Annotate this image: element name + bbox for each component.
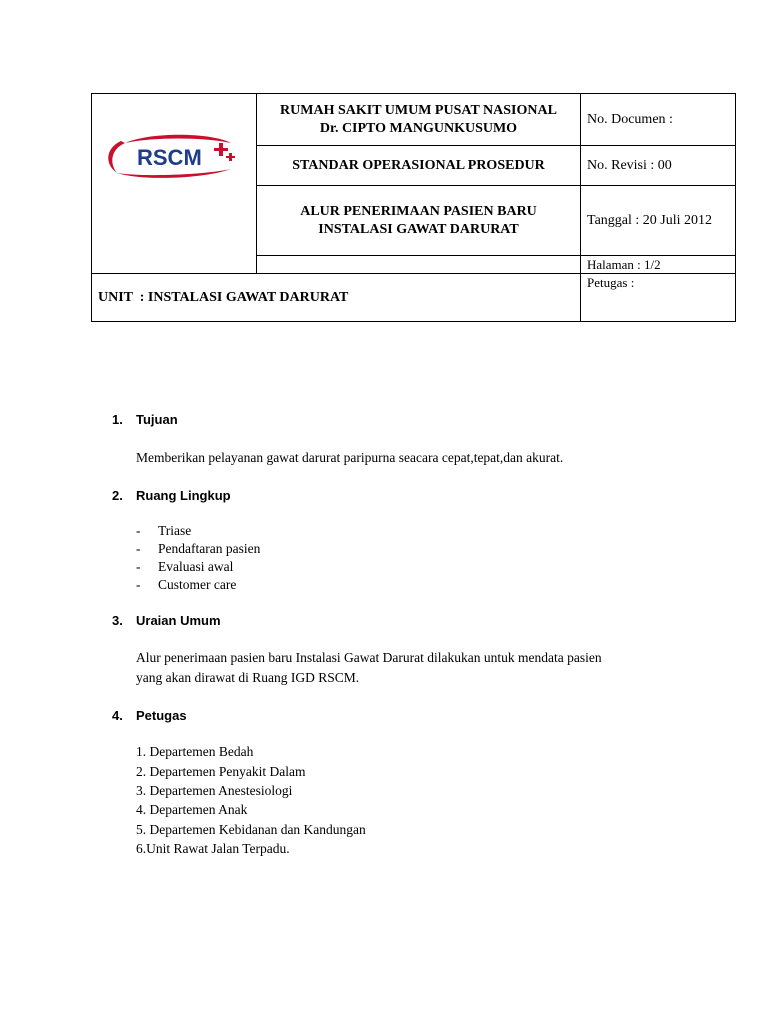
section-heading-petugas [112, 708, 187, 723]
section-number: 1. [112, 412, 123, 427]
svg-text:RSCM: RSCM [137, 145, 202, 170]
section-heading-tujuan [112, 412, 178, 427]
institution-name-line2: Dr. CIPTO MANGUNKUSUMO [319, 120, 518, 136]
rscm-logo [103, 133, 243, 179]
list-item: - Triase [136, 523, 192, 538]
list-item: - Customer care [136, 577, 237, 592]
table-border [91, 93, 92, 322]
section-number: 2. [112, 488, 123, 503]
list-item: 3. Departemen Anestesiologi [136, 783, 293, 798]
unit-cell [98, 274, 578, 321]
uraian-umum-text-line1: Alur penerimaan pasien baru Instalasi Gawat Darurat dilakukan untuk mendata pasien [136, 650, 602, 665]
table-border [91, 321, 736, 322]
list-item: 5. Departemen Kebidanan dan Kandungan [136, 822, 366, 837]
document-title-cell [257, 186, 580, 255]
institution-name-line1: RUMAH SAKIT UMUM PUSAT NASIONAL [280, 102, 557, 118]
section-heading-ruang-lingkup [112, 488, 231, 503]
list-item: 2. Departemen Penyakit Dalam [136, 764, 306, 779]
halaman-cell [587, 256, 733, 273]
section-heading-uraian-umum [112, 613, 221, 628]
petugas-cell [587, 275, 733, 291]
no-revisi-cell [587, 146, 733, 185]
list-item: - Pendaftaran pasien [136, 541, 261, 556]
section-number: 4. [112, 708, 123, 723]
doc-type-cell [257, 146, 580, 185]
tanggal-label: Tanggal : 20 Juli 2012 [587, 212, 713, 228]
no-documen-cell [587, 94, 733, 145]
list-item: 4. Departemen Anak [136, 802, 248, 817]
doc-type: STANDAR OPERASIONAL PROSEDUR [292, 157, 545, 173]
table-border [580, 93, 581, 322]
list-item: 1. Departemen Bedah [136, 744, 254, 759]
petugas-label: Petugas : [587, 275, 635, 290]
unit-label: UNIT : INSTALASI GAWAT DARURAT [98, 289, 349, 305]
header-table [91, 93, 736, 322]
document-title-line1: ALUR PENERIMAAN PASIEN BARU [300, 203, 537, 219]
tanggal-cell [587, 186, 733, 255]
section-number: 3. [112, 613, 123, 628]
no-revisi-label: No. Revisi : 00 [587, 157, 672, 173]
section-title: Tujuan [136, 412, 178, 427]
no-documen-label: No. Documen : [587, 111, 673, 127]
institution-name-cell [257, 94, 580, 145]
document-title-line2: INSTALASI GAWAT DARURAT [318, 221, 519, 237]
halaman-label: Halaman : 1/2 [587, 256, 661, 272]
list-item: 6.Unit Rawat Jalan Terpadu. [136, 841, 290, 856]
tujuan-text: Memberikan pelayanan gawat darurat paripurna seacara cepat,tepat,dan akurat. [136, 450, 564, 465]
section-title: Ruang Lingkup [136, 488, 231, 503]
section-title: Uraian Umum [136, 613, 221, 628]
section-title: Petugas [136, 708, 187, 723]
table-border [735, 93, 736, 322]
list-item: - Evaluasi awal [136, 559, 234, 574]
uraian-umum-text-line2: yang akan dirawat di Ruang IGD RSCM. [136, 670, 360, 685]
